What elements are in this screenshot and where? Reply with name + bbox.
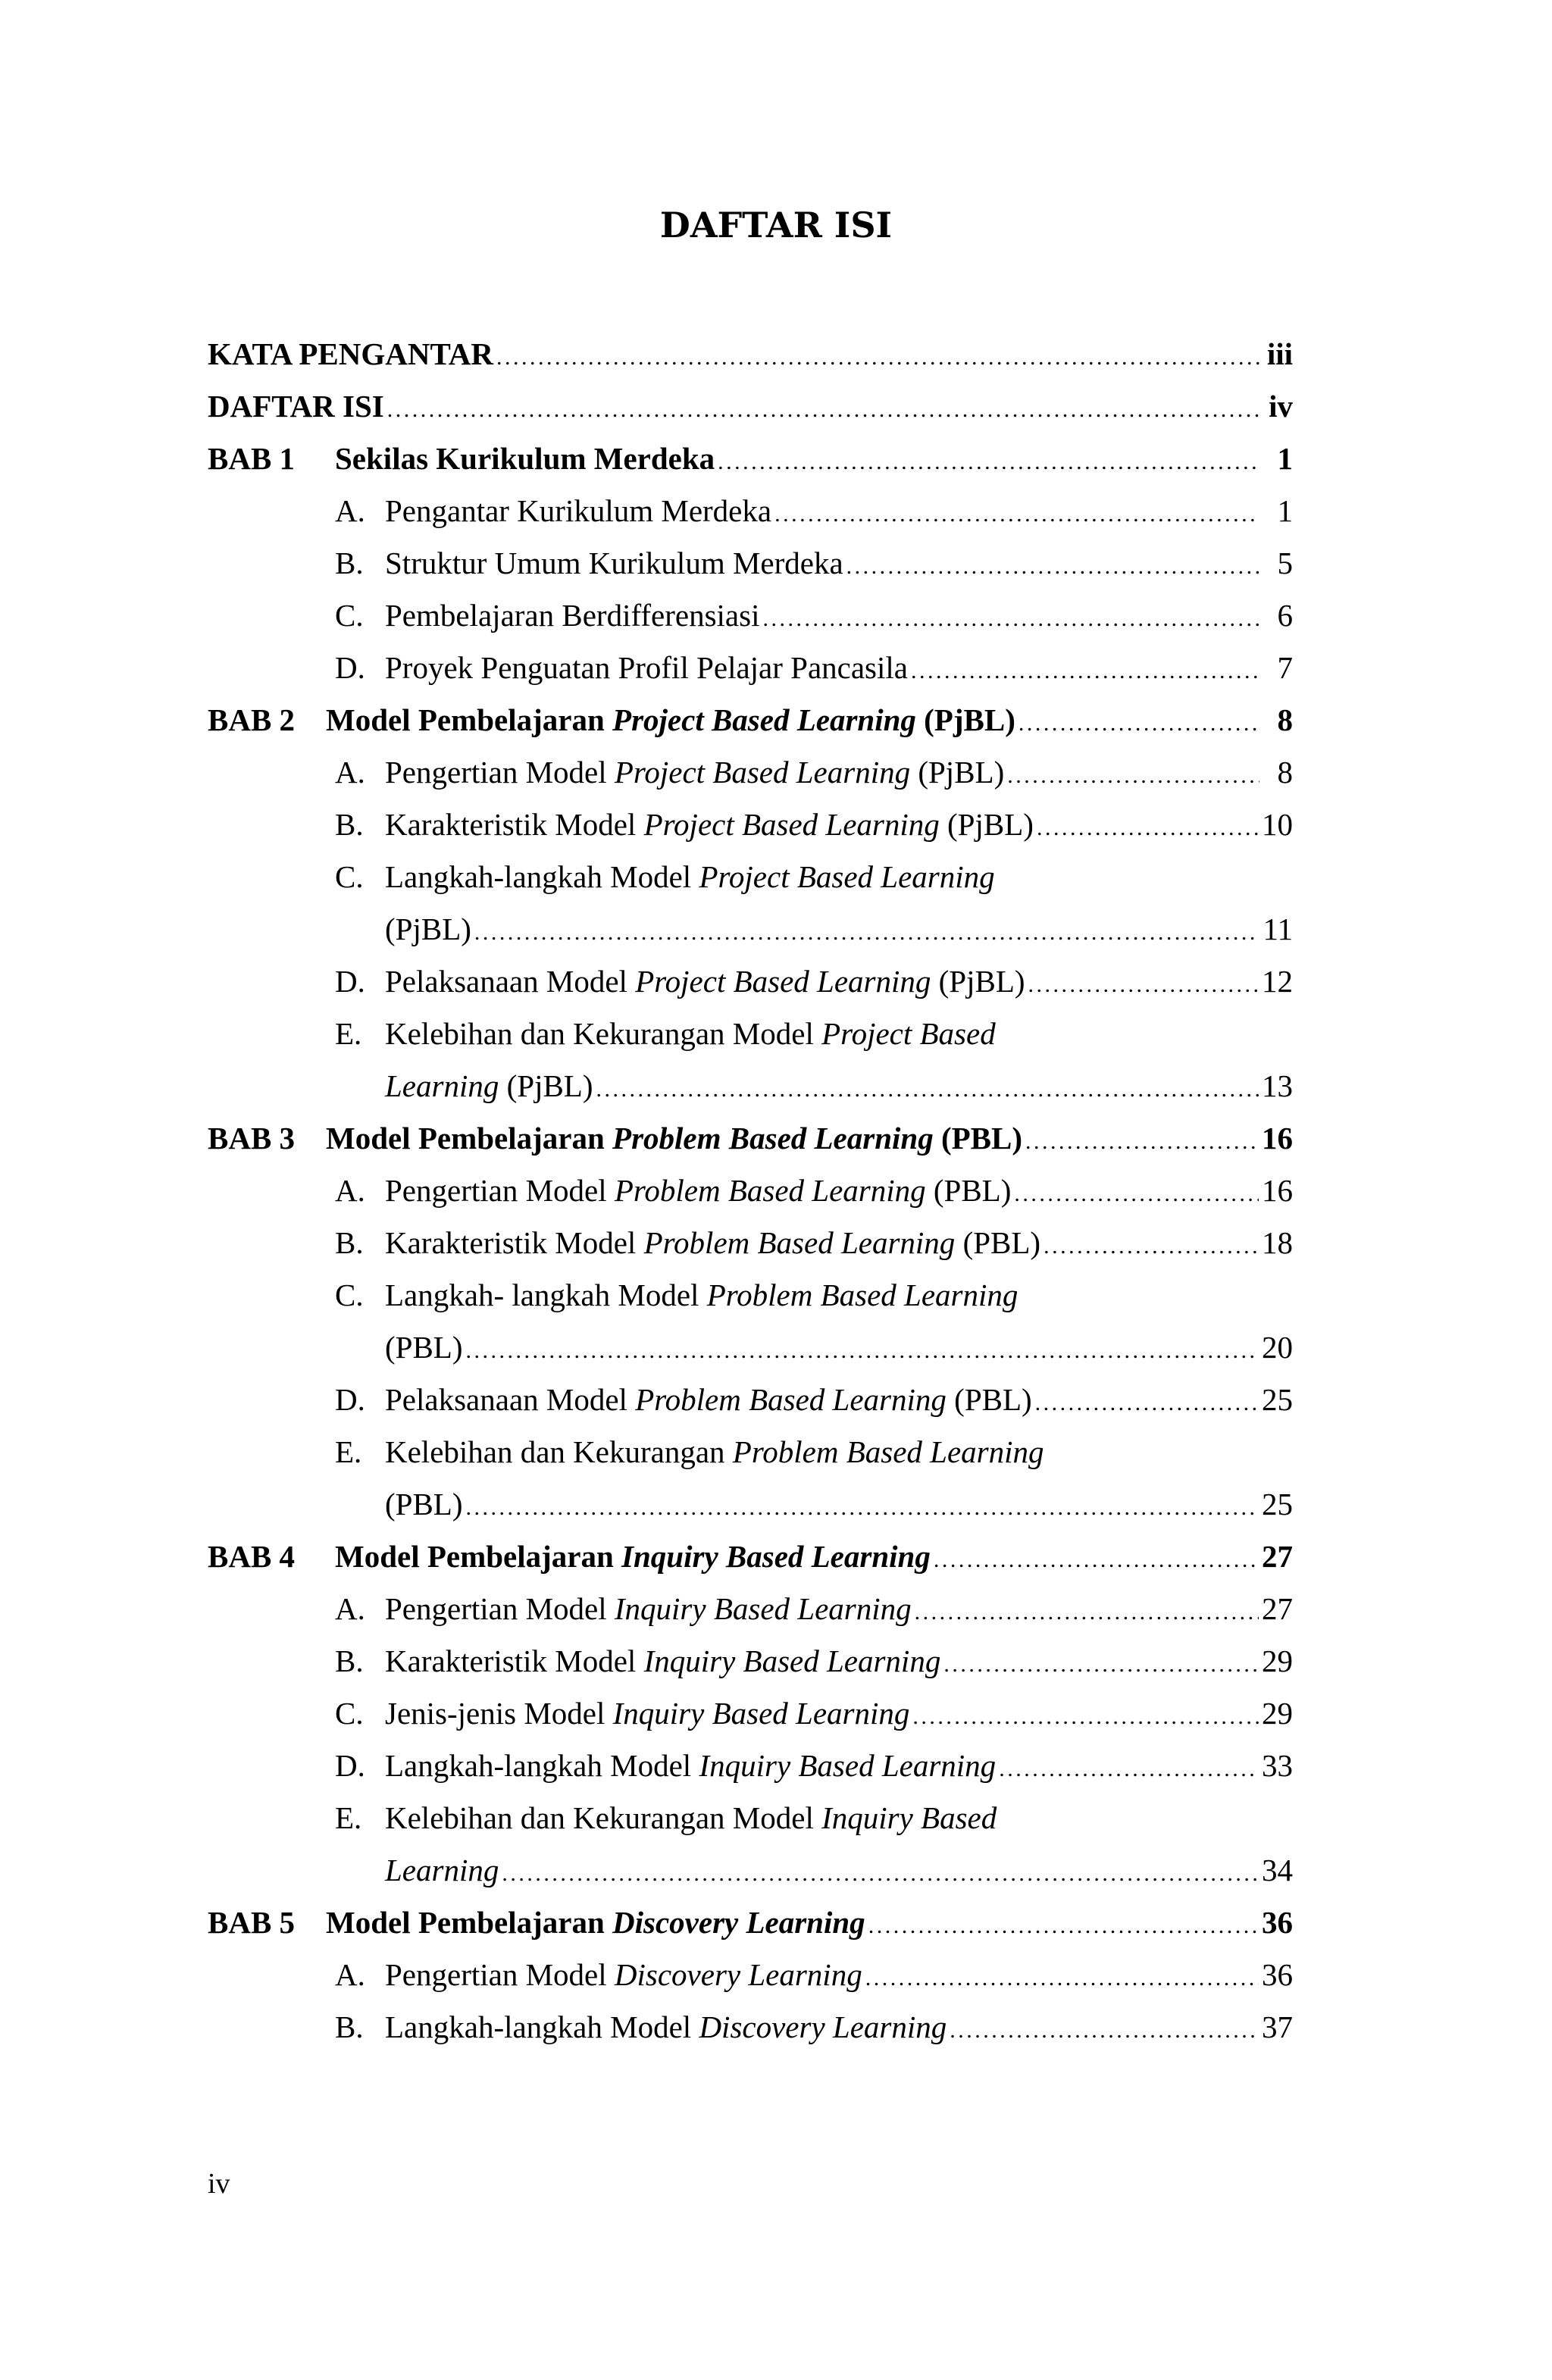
dot-leader	[1035, 1381, 1259, 1412]
page-number: iv	[1269, 389, 1293, 424]
page-title: DAFTAR ISI	[659, 205, 893, 246]
dot-leader	[596, 1067, 1259, 1098]
page-number: 33	[1262, 1748, 1293, 1783]
section-title: Pembelajaran Berdifferensiasi	[385, 598, 760, 633]
chapter-title: Sekilas Kurikulum Merdeka	[335, 441, 715, 476]
section-title-cont: (PjBL)	[385, 912, 471, 946]
toc-chapter-bab-1[interactable]	[208, 424, 1293, 477]
section-title-cont: Learning	[385, 1853, 499, 1887]
section-title: Pelaksanaan Model Problem Based Learning (PBL)	[385, 1382, 1032, 1417]
chapter-title: Model Pembelajaran Inquiry Based Learning	[335, 1539, 931, 1574]
section-title: Pengertian Model Discovery Learning	[385, 1957, 862, 1992]
section-title: Karakteristik Model Inquiry Based Learning	[385, 1643, 941, 1678]
section-title: Pengertian Model Problem Based Learning (PBL)	[385, 1173, 1012, 1208]
section-title: Langkah- langkah Model Problem Based Learning	[385, 1278, 1018, 1312]
section-title: Pelaksanaan Model Project Based Learning (PjBL)	[385, 964, 1025, 999]
section-letter: D.	[335, 964, 365, 999]
section-letter: C.	[335, 1696, 364, 1731]
toc-chapter-bab-2[interactable]	[208, 686, 1293, 738]
section-letter: A.	[335, 755, 365, 790]
page-number: 16	[1262, 1173, 1293, 1208]
page-number: 25	[1262, 1382, 1293, 1417]
section-title: Pengertian Model Inquiry Based Learning	[385, 1591, 912, 1626]
section-letter: C.	[335, 598, 364, 633]
toc-section[interactable]	[208, 947, 1293, 999]
section-title-cont: (PBL)	[385, 1487, 463, 1522]
section-title: Kelebihan dan Kekurangan Model Project Based	[385, 1016, 996, 1051]
section-title: Karakteristik Model Problem Based Learning (PBL)	[385, 1225, 1041, 1260]
toc-section[interactable]	[208, 1627, 1293, 1679]
toc-section-continuation[interactable]	[208, 1836, 1293, 1888]
section-letter: A.	[335, 1957, 365, 1992]
toc-chapter-bab-5[interactable]	[208, 1888, 1293, 1941]
page-number: 29	[1262, 1643, 1293, 1678]
page-number: 18	[1262, 1225, 1293, 1260]
section-title: Karakteristik Model Project Based Learning (PjBL)	[385, 807, 1034, 842]
section-title: Pengertian Model Project Based Learning (PjBL)	[385, 755, 1005, 790]
page-number: 36	[1262, 1905, 1293, 1940]
section-letter: C.	[335, 859, 364, 894]
page-number: iii	[1266, 336, 1293, 371]
dot-leader	[943, 1642, 1259, 1673]
toc-section[interactable]	[208, 1679, 1293, 1731]
section-title: Langkah-langkah Model Discovery Learning	[385, 2009, 947, 2044]
toc-entry-kata-pengantar[interactable]	[208, 320, 1293, 372]
dot-leader	[1014, 1171, 1259, 1203]
section-letter: A.	[335, 1173, 365, 1208]
dot-leader	[912, 1694, 1259, 1725]
toc-section-continuation[interactable]	[208, 1052, 1293, 1104]
page-number: 36	[1262, 1957, 1293, 1992]
section-letter: D.	[335, 1748, 365, 1783]
toc-section[interactable]	[208, 1941, 1293, 1993]
page-number: 8	[1277, 755, 1293, 790]
toc-section[interactable]	[208, 1156, 1293, 1209]
dot-leader	[1044, 1224, 1259, 1255]
dot-leader	[466, 1485, 1259, 1516]
toc-section[interactable]	[208, 1418, 1293, 1470]
toc-section[interactable]	[208, 1784, 1293, 1836]
chapter-number: BAB 1	[208, 441, 296, 476]
dot-leader	[1007, 753, 1259, 784]
dot-leader	[1037, 805, 1259, 837]
toc-section[interactable]	[208, 529, 1293, 581]
page-number: 1	[1277, 493, 1293, 528]
toc-entry-text: DAFTAR ISI	[208, 389, 384, 424]
dot-leader	[915, 1590, 1259, 1621]
section-title: Struktur Umum Kurikulum Merdeka	[385, 546, 843, 580]
dot-leader	[1028, 962, 1259, 993]
page-number: 10	[1262, 807, 1293, 842]
table-of-contents	[208, 320, 1293, 2045]
page-number: 37	[1262, 2009, 1293, 2044]
section-title: Kelebihan dan Kekurangan Problem Based Learning	[385, 1434, 1044, 1469]
section-title: Jenis-jenis Model Inquiry Based Learning	[385, 1696, 910, 1731]
dot-leader	[502, 1851, 1259, 1882]
section-title: Kelebihan dan Kekurangan Model Inquiry Based	[385, 1800, 997, 1835]
chapter-number: BAB 4	[208, 1539, 296, 1574]
page-number: 27	[1262, 1591, 1293, 1626]
toc-section[interactable]	[208, 1575, 1293, 1627]
toc-section[interactable]	[208, 1365, 1293, 1418]
page-number: 16	[1262, 1121, 1293, 1156]
dot-leader	[934, 1537, 1259, 1568]
chapter-title: Model Pembelajaran Project Based Learning (PjBL)	[326, 702, 1015, 737]
dot-leader	[387, 387, 1259, 418]
toc-section[interactable]	[208, 999, 1293, 1052]
toc-section[interactable]	[208, 633, 1293, 686]
page-number: 29	[1262, 1696, 1293, 1731]
page-footer-number: iv	[208, 2168, 230, 2200]
dot-leader	[999, 1747, 1259, 1778]
section-title: Langkah-langkah Model Inquiry Based Learning	[385, 1748, 997, 1783]
toc-section[interactable]	[208, 738, 1293, 790]
dot-leader	[474, 910, 1259, 941]
section-letter: B.	[335, 2009, 364, 2044]
section-title: Pengantar Kurikulum Merdeka	[385, 493, 772, 528]
dot-leader	[950, 2008, 1259, 2039]
toc-chapter-bab-4[interactable]	[208, 1522, 1293, 1575]
toc-section[interactable]	[208, 843, 1293, 895]
section-letter: B.	[335, 1225, 364, 1260]
toc-section[interactable]	[208, 1261, 1293, 1313]
dot-leader	[868, 1903, 1259, 1934]
toc-section[interactable]	[208, 477, 1293, 529]
section-letter: B.	[335, 807, 364, 842]
page-number: 8	[1277, 702, 1293, 737]
section-title: Proyek Penguatan Profil Pelajar Pancasila	[385, 650, 908, 685]
toc-section-continuation[interactable]	[208, 1313, 1293, 1365]
dot-leader	[865, 1956, 1259, 1987]
toc-section-continuation[interactable]	[208, 895, 1293, 947]
page-number: 13	[1262, 1068, 1293, 1103]
chapter-title: Model Pembelajaran Discovery Learning	[326, 1905, 865, 1940]
page-number: 34	[1262, 1853, 1293, 1887]
section-letter: E.	[335, 1434, 362, 1469]
chapter-number: BAB 3	[208, 1121, 296, 1156]
toc-chapter-bab-3[interactable]	[208, 1104, 1293, 1156]
dot-leader	[718, 439, 1259, 471]
section-letter: A.	[335, 493, 365, 528]
section-letter: B.	[335, 546, 364, 580]
page-number: 20	[1262, 1330, 1293, 1365]
dot-leader	[774, 492, 1259, 523]
section-title-cont: Learning (PjBL)	[385, 1068, 593, 1103]
chapter-title: Model Pembelajaran Problem Based Learning (PBL)	[326, 1121, 1023, 1156]
dot-leader	[496, 335, 1259, 366]
toc-entry-text: KATA PENGANTAR	[208, 336, 493, 371]
page-number: 5	[1277, 546, 1293, 580]
page-number: 7	[1277, 650, 1293, 685]
dot-leader	[846, 544, 1259, 575]
toc-section[interactable]	[208, 790, 1293, 843]
toc-entry-daftar-isi[interactable]	[208, 372, 1293, 424]
section-letter: E.	[335, 1800, 362, 1835]
toc-section[interactable]	[208, 1993, 1293, 2045]
chapter-number: BAB 5	[208, 1905, 296, 1940]
toc-section[interactable]	[208, 1731, 1293, 1784]
section-letter: D.	[335, 650, 365, 685]
dot-leader	[762, 596, 1259, 627]
section-letter: E.	[335, 1016, 362, 1051]
section-letter: A.	[335, 1591, 365, 1626]
dot-leader	[1025, 1119, 1259, 1150]
page-number: 25	[1262, 1487, 1293, 1522]
page-number: 12	[1262, 964, 1293, 999]
page-number: 27	[1262, 1539, 1293, 1574]
toc-section[interactable]	[208, 1209, 1293, 1261]
section-title-cont: (PBL)	[385, 1330, 463, 1365]
section-letter: D.	[335, 1382, 365, 1417]
dot-leader	[911, 649, 1259, 680]
chapter-number: BAB 2	[208, 702, 296, 737]
section-letter: B.	[335, 1643, 364, 1678]
dot-leader	[466, 1328, 1259, 1359]
section-title: Langkah-langkah Model Project Based Learning	[385, 859, 995, 894]
toc-section-continuation[interactable]	[208, 1470, 1293, 1522]
dot-leader	[1018, 701, 1259, 732]
page-number: 6	[1277, 598, 1293, 633]
page-number: 1	[1277, 441, 1293, 476]
page-number: 11	[1263, 912, 1293, 946]
section-letter: C.	[335, 1278, 364, 1312]
toc-section[interactable]	[208, 581, 1293, 633]
